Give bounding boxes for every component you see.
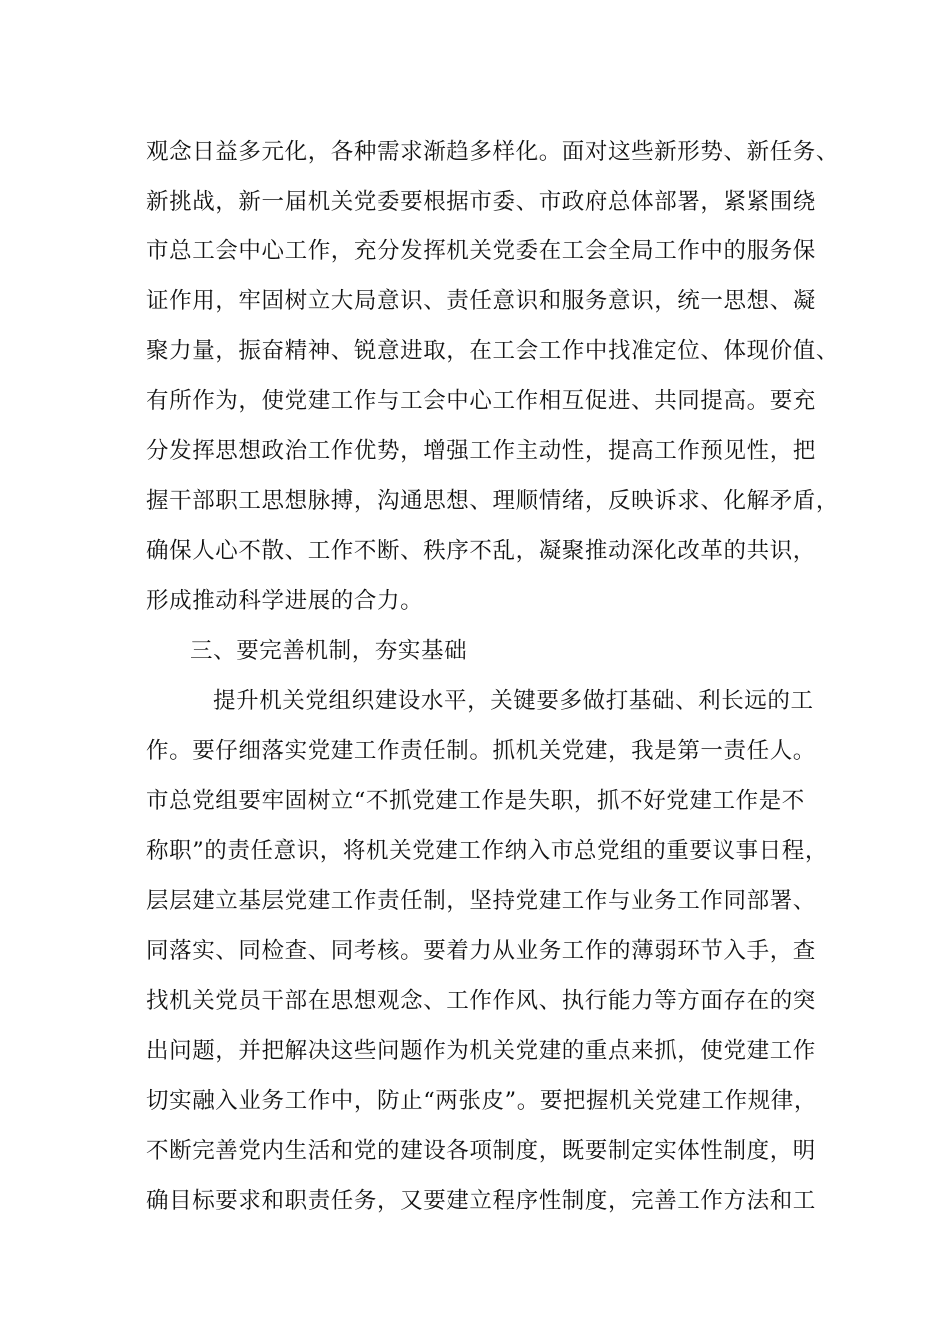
paragraph-line: 有所作为，使党建工作与工会中心工作相互促进、共同提高。要充: [146, 388, 816, 414]
paragraph-line: 证作用，牢固树立大局意识、责任意识和服务意识，统一思想、凝: [146, 288, 816, 314]
paragraph-line: 切实融入业务工作中，防止“两张皮”。要把握机关党建工作规律，: [146, 1088, 818, 1114]
paragraph-line: 出问题，并把解决这些问题作为机关党建的重点来抓，使党建工作: [146, 1038, 816, 1064]
paragraph-line: 形成推动科学进展的合力。: [146, 588, 424, 614]
paragraph-line: 确目标要求和职责任务，又要建立程序性制度，完善工作方法和工: [146, 1188, 816, 1214]
paragraph-line: 市总党组要牢固树立“不抓党建工作是失职，抓不好党建工作是不: [146, 788, 805, 814]
paragraph-line: 同落实、同检查、同考核。要着力从业务工作的薄弱环节入手，查: [146, 938, 816, 964]
paragraph-line: 握干部职工思想脉搏，沟通思想、理顺情绪，反映诉求、化解矛盾，: [146, 488, 840, 514]
paragraph-line: 新挑战，新一届机关党委要根据市委、市政府总体部署，紧紧围绕: [146, 189, 816, 215]
paragraph-line: 市总工会中心工作，充分发挥机关党委在工会全局工作中的服务保: [146, 238, 816, 264]
paragraph-line: 聚力量，振奋精神、锐意进取，在工会工作中找准定位、体现价值、: [146, 338, 840, 364]
paragraph-line: 层层建立基层党建工作责任制，坚持党建工作与业务工作同部署、: [146, 888, 816, 914]
paragraph-line: 分发挥思想政治工作优势，增强工作主动性，提高工作预见性，把: [146, 438, 816, 464]
paragraph-line: 不断完善党内生活和党的建设各项制度，既要制定实体性制度，明: [146, 1138, 816, 1164]
paragraph-line: 称职”的责任意识，将机关党建工作纳入市总党组的重要议事日程，: [146, 838, 829, 864]
section-heading: 三、要完善机制，夯实基础: [190, 638, 468, 664]
paragraph-line: 观念日益多元化，各种需求渐趋多样化。面对这些新形势、新任务、: [146, 139, 840, 165]
paragraph-line: 确保人心不散、工作不断、秩序不乱，凝聚推动深化改革的共识，: [146, 538, 816, 564]
paragraph-line: 提升机关党组织建设水平，关键要多做打基础、利长远的工: [213, 688, 814, 714]
paragraph-line: 作。要仔细落实党建工作责任制。抓机关党建，我是第一责任人。: [146, 738, 816, 764]
paragraph-line: 找机关党员干部在思想观念、工作作风、执行能力等方面存在的突: [146, 988, 816, 1014]
